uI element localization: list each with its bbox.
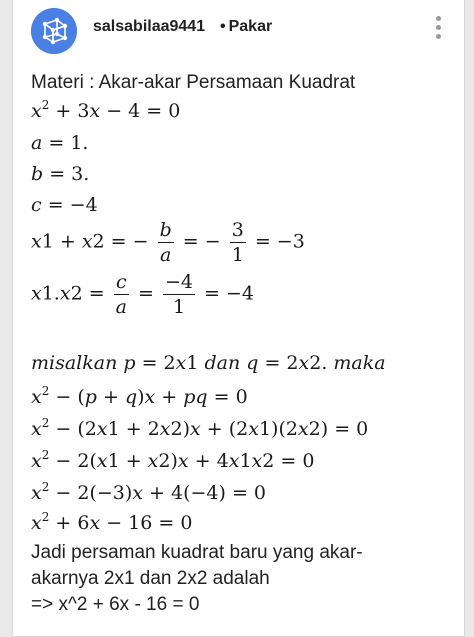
fraction-neg4-over-1: $\frac{-4}{1}$	[165, 271, 194, 318]
coef-b-line: b = 3.	[31, 163, 90, 185]
rank-label: Pakar	[228, 18, 273, 35]
username-link[interactable]: salsabilaa9441	[93, 18, 206, 35]
more-vertical-icon[interactable]	[433, 16, 443, 44]
step5-line: $x^2 + 6x - 16 = 0$	[31, 510, 193, 534]
coef-a-line: a = 1.	[31, 132, 89, 154]
equation-line: $x^2 + 3x - 4 = 0$	[31, 98, 181, 122]
step2-line: $x^2 - (2x1 + 2x2)x + (2x1)(2x2) = 0$	[31, 416, 369, 440]
network-cube-icon	[31, 8, 77, 54]
fraction-c-over-a: $\frac{c}{a}$	[115, 271, 127, 318]
separator-dot: •	[220, 18, 226, 35]
coef-c-line: c = −4	[31, 194, 98, 216]
topic-line: Materi : Akar-akar Persamaan Kuadrat	[31, 72, 356, 93]
suppose-line: misalkan p = 2x1 dan q = 2x2. maka	[31, 352, 386, 374]
answer-header	[13, 0, 464, 62]
step3-line: $x^2 - 2(x1 + x2)x + 4x1x2 = 0$	[31, 448, 315, 472]
fraction-b-over-a: $\frac{b}{a}$	[159, 219, 172, 266]
step1-line: $x^2 - (p + q)x$ + pq = 0	[31, 384, 248, 408]
answer-card	[12, 0, 465, 637]
user-avatar[interactable]	[31, 8, 77, 54]
step4-line: $x^2 - 2(-3)x + 4(-4) = 0$	[31, 480, 267, 504]
product-roots-line: x1.x2 = $\frac{c}{a}$ = $\frac{-4}{1}$ = −4	[31, 271, 255, 318]
conclusion-line-3: => x^2 + 6x - 16 = 0	[31, 594, 200, 615]
conclusion-line-1: Jadi persaman kuadrat baru yang akar-	[31, 542, 363, 563]
user-rank	[217, 18, 272, 36]
fraction-3-over-1: $\frac{3}{1}$	[231, 219, 244, 266]
conclusion-line-2: akarnya 2x1 dan 2x2 adalah	[31, 568, 270, 589]
sum-roots-line: x1 + x2 = − $\frac{b}{a}$ = − $\frac{3}{1}$ = −3	[31, 219, 305, 266]
